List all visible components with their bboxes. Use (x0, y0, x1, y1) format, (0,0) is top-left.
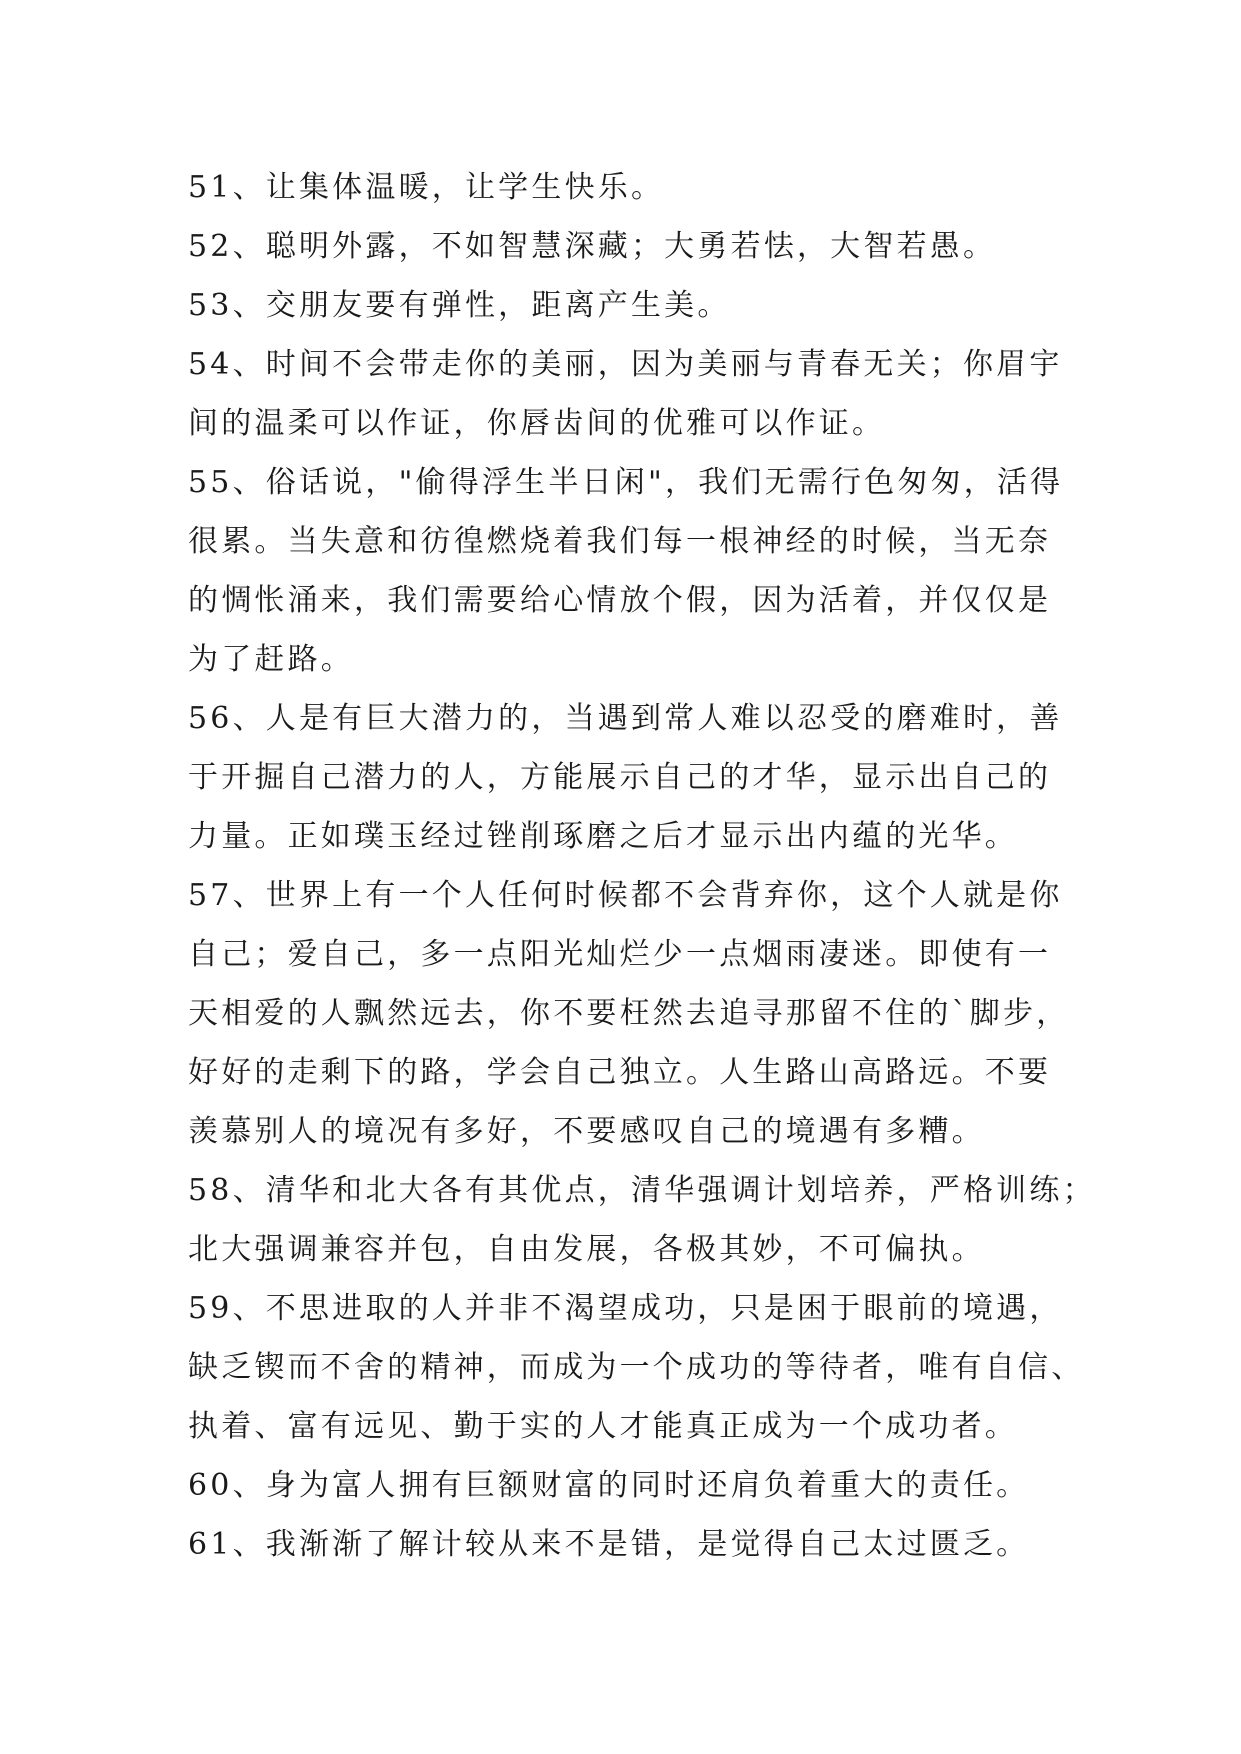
document-body (188, 158, 1096, 1574)
text-line: 58、清华和北大各有其优点，清华强调计划培养，严格训练； (188, 1173, 1096, 1208)
text-line: 53、交朋友要有弹性，距离产生美。 (188, 288, 731, 323)
text-line: 自己；爱自己，多一点阳光灿烂少一点烟雨凄迷。即使有一 (188, 937, 1052, 972)
text-line: 57、世界上有一个人任何时候都不会背弃你，这个人就是你 (188, 878, 1063, 913)
text-line: 缺乏锲而不舍的精神，而成为一个成功的等待者，唯有自信、 (188, 1350, 1085, 1385)
text-line: 间的温柔可以作证，你唇齿间的优雅可以作证。 (188, 406, 886, 441)
text-line: 56、人是有巨大潜力的，当遇到常人难以忍受的磨难时，善 (188, 701, 1063, 736)
text-line: 执着、富有远见、勤于实的人才能真正成为一个成功者。 (188, 1409, 1018, 1444)
text-line: 61、我渐渐了解计较从来不是错，是觉得自己太过匮乏。 (188, 1527, 1030, 1562)
text-line: 60、身为富人拥有巨额财富的同时还肩负着重大的责任。 (188, 1468, 1030, 1503)
text-line: 天相爱的人飘然远去，你不要枉然去追寻那留不住的`脚步， (188, 996, 1070, 1031)
text-line: 于开掘自己潜力的人，方能展示自己的才华，显示出自己的 (188, 760, 1052, 795)
text-line: 为了赶路。 (188, 642, 354, 677)
text-line: 力量。正如璞玉经过锉削琢磨之后才显示出内蕴的光华。 (188, 819, 1018, 854)
text-line: 很累。当失意和彷徨燃烧着我们每一根神经的时候，当无奈 (188, 524, 1052, 559)
text-line: 51、让集体温暖，让学生快乐。 (188, 170, 665, 205)
text-line: 北大强调兼容并包，自由发展，各极其妙，不可偏执。 (188, 1232, 985, 1267)
text-line: 52、聪明外露，不如智慧深藏；大勇若怯，大智若愚。 (188, 229, 997, 264)
text-line: 羡慕别人的境况有多好，不要感叹自己的境遇有多糟。 (188, 1114, 985, 1149)
text-line: 的惆怅涌来，我们需要给心情放个假，因为活着，并仅仅是 (188, 583, 1052, 618)
text-line: 好好的走剩下的路，学会自己独立。人生路山高路远。不要 (188, 1055, 1052, 1090)
text-line: 59、不思进取的人并非不渴望成功，只是困于眼前的境遇， (188, 1291, 1063, 1326)
text-line: 54、时间不会带走你的美丽，因为美丽与青春无关；你眉宇 (188, 347, 1063, 382)
text-line: 55、俗话说，"偷得浮生半日闲"，我们无需行色匆匆，活得 (188, 465, 1064, 500)
